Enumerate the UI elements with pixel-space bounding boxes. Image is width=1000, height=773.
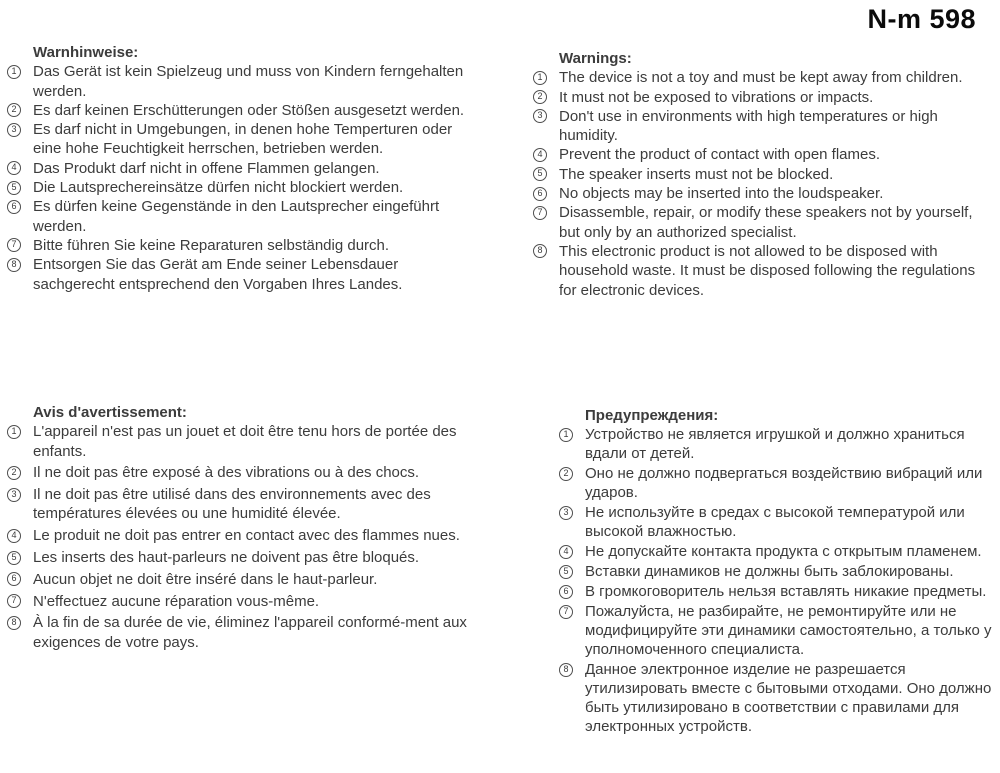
item-number-badge: 2 [7, 466, 21, 480]
item-number-badge: 7 [7, 594, 21, 608]
item-text: Don't use in environments with high temperatures or high humidity. [559, 107, 938, 145]
warning-item [533, 68, 995, 87]
item-number-badge: 2 [7, 103, 21, 117]
item-text: L'appareil n'est pas un jouet et doit être tenu hors de portée des enfants. [33, 423, 457, 460]
item-text: Es dürfen keine Gegenstände in den Lautsprecher eingeführt werden. [33, 198, 440, 235]
warning-item [7, 255, 475, 294]
item-text: This electronic product is not allowed to be disposed with household waste. It must be disposed following the regulations for electronic devices. [559, 242, 976, 299]
item-number-badge: 3 [7, 123, 21, 137]
item-text: The device is not a toy and must be kept away from children. [559, 69, 963, 87]
item-number-badge: 7 [7, 238, 21, 252]
item-number-badge: 6 [533, 187, 547, 201]
warning-section-russian [559, 406, 1000, 737]
warning-item [7, 120, 475, 159]
warning-item [7, 422, 477, 461]
item-number-badge: 8 [559, 663, 573, 677]
item-number-badge: 2 [559, 467, 573, 481]
item-number-badge: 4 [559, 545, 573, 559]
warning-item [7, 159, 475, 178]
model-number: N-m 598 [867, 4, 976, 34]
warning-item [7, 485, 477, 524]
item-text: Disassemble, repair, or modify these speakers not by yourself, but only by an authorized specialist. [559, 204, 973, 241]
warning-item [533, 145, 995, 164]
item-number-badge: 3 [559, 506, 573, 520]
item-number-badge: 5 [559, 565, 573, 579]
warning-item [7, 592, 477, 611]
warning-item [533, 107, 995, 146]
item-text: Вставки динамиков не должны быть заблокированы. [585, 563, 954, 580]
item-number-badge: 1 [559, 428, 573, 442]
item-number-badge: 1 [7, 425, 21, 439]
item-text: Пожалуйста, не разбирайте, не ремонтируйте или не модифицируйте эти динамики самостоятельно, а только у уполномоченного специалиста. [585, 603, 992, 658]
item-text: Il ne doit pas être utilisé dans des environnements avec des températures élevées ou une humidité élevée. [33, 486, 431, 523]
item-text: Entsorgen Sie das Gerät am Ende seiner Lebensdauer sachgerecht entsprechend den Vorgaben Ihres Landes. [33, 256, 403, 293]
item-text: Il ne doit pas être exposé à des vibrations ou à des chocs. [33, 464, 420, 482]
warning-section-english [533, 49, 995, 300]
item-text: N'effectuez aucune réparation vous-même. [33, 592, 320, 610]
item-number-badge: 3 [533, 109, 547, 123]
warning-item [559, 660, 1000, 736]
warning-item [559, 602, 1000, 659]
item-text: Оно не должно подвергаться воздействию вибраций или ударов. [585, 465, 983, 501]
item-text: Die Lautsprechereinsätze dürfen nicht blockiert werden. [33, 179, 404, 197]
warning-item [7, 570, 477, 589]
item-number-badge: 1 [7, 65, 21, 79]
item-number-badge: 4 [7, 529, 21, 543]
item-number-badge: 2 [533, 90, 547, 104]
item-number-badge: 7 [559, 605, 573, 619]
item-text: Le produit ne doit pas entrer en contact avec des flammes nues. [33, 527, 460, 545]
warning-item [7, 463, 477, 482]
item-number-badge: 8 [7, 616, 21, 630]
section-title: Avis d'avertissement: [33, 404, 187, 421]
warning-item [7, 62, 475, 101]
item-text: À la fin de sa durée de vie, éliminez l'appareil conformé-ment aux exigences de votre pays. [33, 614, 467, 651]
item-number-badge: 8 [533, 244, 547, 258]
warning-item [533, 88, 995, 107]
warning-item [533, 165, 995, 184]
warning-item [533, 184, 995, 203]
item-number-badge: 6 [7, 572, 21, 586]
warning-item [7, 178, 475, 197]
item-number-badge: 6 [7, 200, 21, 214]
warning-item [7, 613, 477, 652]
item-number-badge: 8 [7, 258, 21, 272]
warning-item [7, 548, 477, 567]
item-text: It must not be exposed to vibrations or impacts. [559, 88, 874, 106]
item-number-badge: 6 [559, 585, 573, 599]
item-number-badge: 5 [7, 181, 21, 195]
warning-item [533, 203, 995, 242]
item-text: Данное электронное изделие не разрешается утилизировать вместе с бытовыми отходами. Оно должно быть утилизировано в соответствии с правилами для электронных устройств. [585, 661, 992, 735]
section-title: Warnhinweise: [33, 44, 139, 61]
warning-section-french [7, 403, 477, 655]
warning-item [7, 101, 475, 120]
item-text: The speaker inserts must not be blocked. [559, 165, 834, 183]
warning-item [533, 242, 995, 300]
item-text: В громкоговоритель нельзя вставлять никакие предметы. [585, 583, 987, 600]
item-number-badge: 4 [533, 148, 547, 162]
item-text: Не допускайте контакта продукта с открытым пламенем. [585, 543, 982, 560]
item-text: No objects may be inserted into the loudspeaker. [559, 185, 884, 203]
item-text: Устройство не является игрушкой и должно храниться вдали от детей. [585, 426, 965, 462]
item-text: Prevent the product of contact with open flames. [559, 146, 881, 164]
warning-item [559, 582, 1000, 601]
item-number-badge: 7 [533, 206, 547, 220]
item-text: Не используйте в средах с высокой температурой или высокой влажностью. [585, 504, 965, 540]
warning-item [7, 236, 475, 255]
item-text: Aucun objet ne doit être inséré dans le haut-parleur. [33, 570, 378, 588]
item-text: Das Produkt darf nicht in offene Flammen gelangen. [33, 159, 380, 177]
warning-section-german [7, 43, 475, 294]
item-text: Das Gerät ist kein Spielzeug und muss von Kindern ferngehalten werden. [33, 63, 464, 100]
item-number-badge: 4 [7, 161, 21, 175]
warning-item [559, 542, 1000, 561]
warning-item [559, 425, 1000, 463]
item-text: Bitte führen Sie keine Reparaturen selbständig durch. [33, 236, 390, 254]
item-number-badge: 1 [533, 71, 547, 85]
warning-item [7, 197, 475, 236]
item-text: Les inserts des haut-parleurs ne doivent pas être bloqués. [33, 549, 420, 567]
section-title: Предупреждения: [585, 407, 719, 424]
warning-item [559, 464, 1000, 502]
warning-item [559, 562, 1000, 581]
item-text: Es darf keinen Erschütterungen oder Stößen ausgesetzt werden. [33, 101, 465, 119]
warning-item [559, 503, 1000, 541]
item-number-badge: 3 [7, 488, 21, 502]
warning-item [7, 526, 477, 545]
item-text: Es darf nicht in Umgebungen, in denen hohe Temperturen oder eine hohe Feuchtigkeit herrschen, betrieben werden. [33, 121, 453, 158]
section-title: Warnings: [559, 50, 632, 67]
item-number-badge: 5 [7, 551, 21, 565]
item-number-badge: 5 [533, 167, 547, 181]
